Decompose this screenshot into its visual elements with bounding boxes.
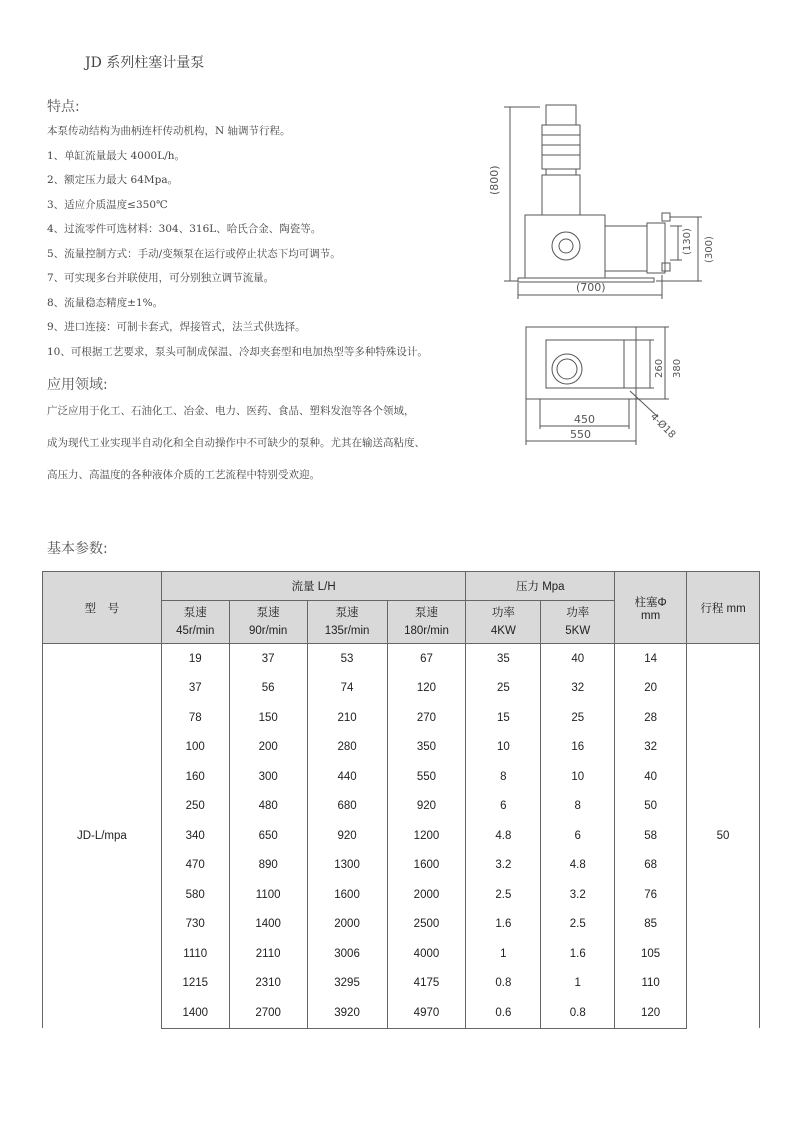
motor-body [542, 125, 580, 169]
col-stroke: 行程 mm [687, 572, 760, 644]
sub-header-line1: 泵速 [183, 607, 207, 619]
table-cell: 56 [229, 674, 307, 704]
table-cell: 650 [229, 821, 307, 851]
table-cell: 2110 [229, 939, 307, 969]
table-cell: 25 [541, 703, 615, 733]
table-cell: 0.6 [466, 998, 541, 1028]
table-cell: 3006 [307, 939, 387, 969]
table-cell: 32 [615, 733, 687, 763]
feature-line: 5、流量控制方式：手动/变频泵在运行或停止状态下均可调节。 [47, 247, 341, 260]
model-cell: JD-L/mpa [43, 644, 162, 1029]
sub-header-line1: 功率 [491, 607, 515, 619]
table-cell: 67 [387, 644, 466, 674]
table-cell: 0.8 [466, 969, 541, 999]
table-cell: 78 [161, 703, 229, 733]
table-cell: 1400 [161, 998, 229, 1028]
col-plunger-line1: 柱塞Φ [634, 596, 667, 609]
dim-700: (700) [576, 281, 606, 294]
table-cell: 53 [307, 644, 387, 674]
table-cell: 110 [615, 969, 687, 999]
table-cell: 160 [161, 762, 229, 792]
table-cell: 1110 [161, 939, 229, 969]
table-cell: 250 [161, 792, 229, 822]
table-cell: 105 [615, 939, 687, 969]
table-cell: 1400 [229, 910, 307, 940]
table-cell: 4.8 [541, 851, 615, 881]
table-cell: 440 [307, 762, 387, 792]
sub-header-line2: 45r/min [176, 625, 215, 637]
feature-line: 本泵传动结构为曲柄连杆传动机构，N 轴调节行程。 [47, 125, 291, 137]
sub-header-line2: 5KW [565, 625, 591, 637]
feature-line: 2、额定压力最大 64Mpa。 [47, 174, 179, 186]
table-cell: 920 [387, 792, 466, 822]
table-cell: 50 [615, 792, 687, 822]
table-cell: 32 [541, 674, 615, 704]
sub-header-line1: 功率 [566, 607, 590, 619]
table-cell: 1 [541, 969, 615, 999]
table-cell: 730 [161, 910, 229, 940]
table-cell: 1215 [161, 969, 229, 999]
dim-300: (300) [704, 236, 715, 263]
stroke-cell: 50 [687, 644, 760, 1029]
page-title: JD 系列柱塞计量泵 [85, 55, 205, 71]
features-list [47, 124, 507, 369]
table-cell: 280 [307, 733, 387, 763]
table-cell: 4175 [387, 969, 466, 999]
feature-line: 7、可实现多台并联使用，可分别独立调节流量。 [47, 272, 275, 284]
table-cell: 470 [161, 851, 229, 881]
col-model: 型 号 [43, 572, 162, 644]
dim-550: 550 [570, 428, 591, 441]
table-cell: 340 [161, 821, 229, 851]
application-line: 高压力、高温度的各种液体介质的工艺流程中特别受欢迎。 [47, 469, 320, 481]
table-cell: 10 [466, 733, 541, 763]
table-cell: 210 [307, 703, 387, 733]
table-cell: 40 [541, 644, 615, 674]
table-cell: 10 [541, 762, 615, 792]
table-cell: 8 [466, 762, 541, 792]
table-cell: 74 [307, 674, 387, 704]
sub-header-line2: 90r/min [248, 625, 288, 637]
table-cell: 2500 [387, 910, 466, 940]
table-cell: 2.5 [466, 880, 541, 910]
table-cell: 20 [615, 674, 687, 704]
gearbox [542, 175, 580, 215]
table-cell: 1600 [307, 880, 387, 910]
sub-header-3 [387, 601, 466, 644]
table-cell: 200 [229, 733, 307, 763]
sub-header-1 [229, 601, 307, 644]
table-cell: 3.2 [466, 851, 541, 881]
application-line: 成为现代工业实现半自动化和全自动操作中不可缺少的泵种。尤其在输送高粘度、 [47, 437, 425, 449]
feature-line: 9、进口连接：可制卡套式，焊接管式，法兰式供选择。 [47, 321, 306, 333]
table-cell: 1.6 [466, 910, 541, 940]
table-cell: 37 [229, 644, 307, 674]
table-cell: 920 [307, 821, 387, 851]
dim-130: (130) [682, 228, 693, 255]
feature-line: 8、流量稳态精度±1%。 [47, 296, 164, 309]
table-cell: 270 [387, 703, 466, 733]
table-cell: 2.5 [541, 910, 615, 940]
table-cell: 0.8 [541, 998, 615, 1028]
table-cell: 890 [229, 851, 307, 881]
sub-header-line2: 4KW [490, 625, 516, 637]
table-cell: 2000 [387, 880, 466, 910]
dim-260: 260 [654, 358, 665, 378]
table-cell: 1.6 [541, 939, 615, 969]
pump-housing [525, 215, 605, 278]
sub-header-2 [307, 601, 387, 644]
table-cell: 37 [161, 674, 229, 704]
table-cell: 19 [161, 644, 229, 674]
application-heading: 应用领域: [47, 377, 108, 393]
table-cell: 58 [615, 821, 687, 851]
col-flow: 流量 L/H [161, 572, 466, 601]
sub-header-line1: 泵速 [335, 607, 359, 619]
table-cell: 150 [229, 703, 307, 733]
table-cell: 680 [307, 792, 387, 822]
motor-cap [546, 105, 576, 125]
table-cell: 550 [387, 762, 466, 792]
dim-450: 450 [574, 413, 595, 426]
table-cell: 3.2 [541, 880, 615, 910]
feature-line: 3、适应介质温度≤350℃ [47, 198, 168, 211]
table-cell: 16 [541, 733, 615, 763]
table-cell: 300 [229, 762, 307, 792]
table-cell: 85 [615, 910, 687, 940]
application-text [47, 404, 487, 500]
col-plunger-line2: mm [641, 609, 661, 622]
feature-line: 1、单缸流量最大 4000L/h。 [47, 149, 186, 162]
table-row [43, 644, 760, 674]
sub-header-4 [466, 601, 541, 644]
table-cell: 76 [615, 880, 687, 910]
table-cell: 15 [466, 703, 541, 733]
params-heading: 基本参数: [47, 541, 108, 557]
table-cell: 480 [229, 792, 307, 822]
table-cell: 120 [387, 674, 466, 704]
table-cell: 3920 [307, 998, 387, 1028]
dim-380: 380 [672, 358, 683, 378]
dim-holes: 4-Ø18 [647, 411, 678, 441]
table-cell: 1600 [387, 851, 466, 881]
table-cell: 1300 [307, 851, 387, 881]
table-cell: 14 [615, 644, 687, 674]
sub-header-line2: 135r/min [324, 625, 370, 637]
feature-line: 10、可根据工艺要求，泵头可制成保温、冷却夹套型和电加热型等多种特殊设计。 [47, 345, 428, 358]
params-table [42, 571, 760, 1029]
table-cell: 100 [161, 733, 229, 763]
table-cell: 120 [615, 998, 687, 1028]
table-cell: 1200 [387, 821, 466, 851]
table-cell: 6 [466, 792, 541, 822]
table-cell: 1 [466, 939, 541, 969]
table-cell: 4.8 [466, 821, 541, 851]
col-pressure: 压力 Mpa [466, 572, 615, 601]
table-cell: 8 [541, 792, 615, 822]
feature-line: 4、过流零件可选材料：304、316L、哈氏合金、陶瓷等。 [47, 223, 322, 235]
sub-header-line1: 泵速 [414, 607, 438, 619]
table-cell: 35 [466, 644, 541, 674]
application-line: 广泛应用于化工、石油化工、冶金、电力、医药、食品、塑料发泡等各个领域， [47, 405, 415, 417]
sub-header-0 [161, 601, 229, 644]
table-cell: 3295 [307, 969, 387, 999]
table-cell: 2700 [229, 998, 307, 1028]
dim-800: (800) [488, 165, 501, 195]
table-cell: 40 [615, 762, 687, 792]
table-cell: 4970 [387, 998, 466, 1028]
housing-port [552, 232, 580, 260]
sub-header-5 [541, 601, 615, 644]
sub-header-line2: 180r/min [404, 625, 449, 637]
col-plunger [615, 572, 687, 644]
sub-header-line1: 泵速 [256, 607, 280, 619]
table-cell: 4000 [387, 939, 466, 969]
table-cell: 28 [615, 703, 687, 733]
table-cell: 350 [387, 733, 466, 763]
pump-drawing [490, 95, 720, 455]
table-cell: 2310 [229, 969, 307, 999]
table-cell: 6 [541, 821, 615, 851]
table-cell: 580 [161, 880, 229, 910]
features-heading: 特点: [47, 99, 80, 115]
table-cell: 1100 [229, 880, 307, 910]
pump-head [605, 226, 647, 271]
table-cell: 25 [466, 674, 541, 704]
table-cell: 68 [615, 851, 687, 881]
table-cell: 2000 [307, 910, 387, 940]
